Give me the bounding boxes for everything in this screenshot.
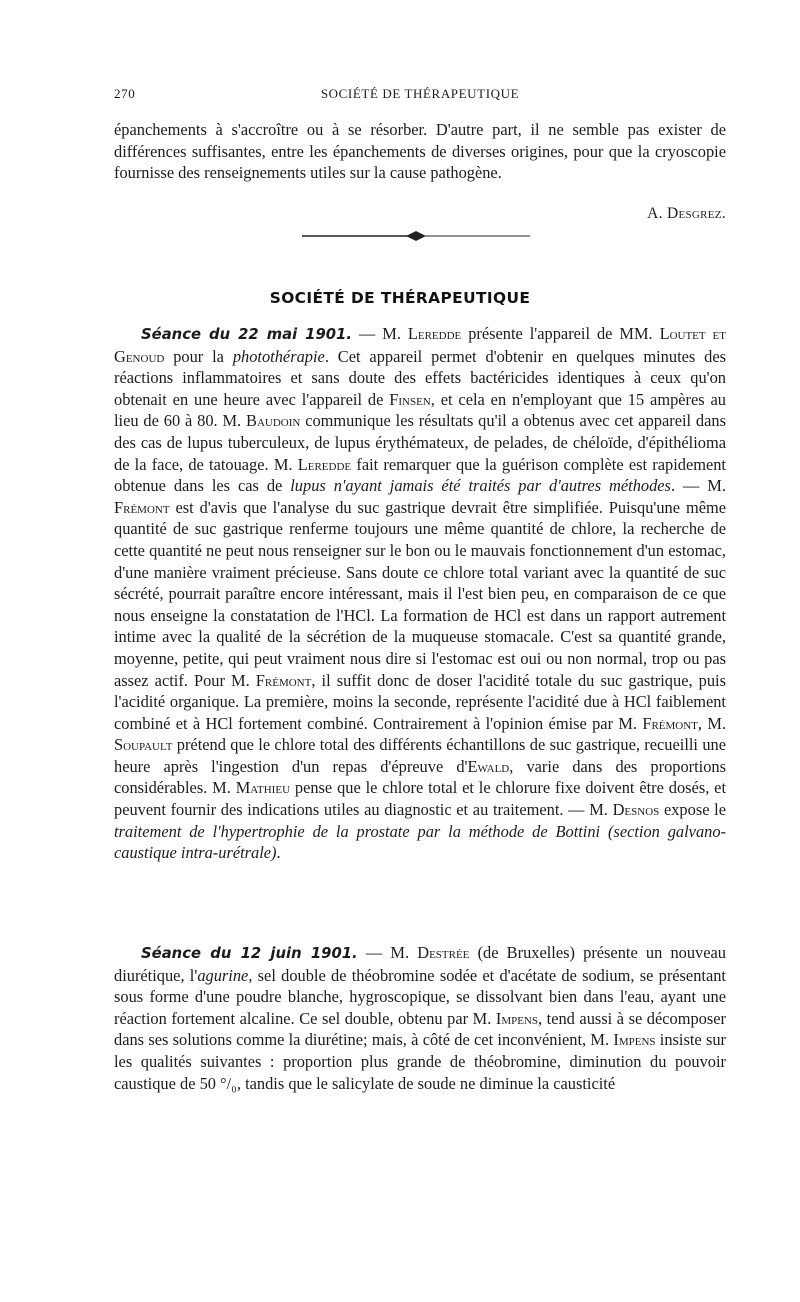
author-name: Mathieu: [235, 778, 291, 798]
author-name: Loutet et Genoud: [114, 324, 726, 366]
text-run: pour la: [164, 346, 233, 366]
author-name: Destrée: [417, 943, 470, 962]
author-name: Leredde: [407, 324, 462, 343]
author-name: Frémont: [255, 670, 312, 690]
text-run: pense que le chlore total et le chlorure fixe doivent être dosés, et peuvent fournir des indications utiles au diagnostic et au traitement. — M.: [114, 778, 726, 820]
text-run: expose le: [659, 800, 726, 820]
text-run: — M.: [357, 943, 418, 962]
text-run: , tend aussi à se décomposer dans ses solutions comme la diurétine; mais, à côté de cet inconvénient, M.: [114, 1008, 726, 1050]
text-run: . Cet appareil permet d'obtenir en quelques minutes des réactions inflammatoires et sans doute des effets bactéricides identiques à ceux qu'on obtenait en une heure avec l'appareil de: [114, 346, 726, 409]
text-run: est d'avis que l'analyse du suc gastrique devrait être simplifiée. Puisqu'une même quantité de suc gastrique renferme toujours une même quantité de chlore, la recherche de cette quantité ne peut nous renseigner sur le bon ou le mauvais fonctionnement d'un estomac, d'une manière vraiment précieuse. Sans doute ce chlore total variant avec la quantité de suc sécrété, pourrait paraître encore intéressant, mais il l'est bien peu, en comparaison de ce que nous enseigne la constatation de l'HCl. La formation de HCl est dans un rapport autrement intime avec la qualité de la sécrétion de la muqueuse stomacale. C'est sa quantité grande, moyenne, petite, qui peut vraiment nous dire si l'estomac est oui ou non normal, trop ou pas assez actif. Pour M.: [114, 497, 726, 690]
running-header: [114, 86, 726, 108]
seance-paragraph-1: [114, 323, 726, 864]
section-divider-ornament: [302, 229, 530, 243]
text-run: (de Bruxelles) présente un nouveau diurétique, l': [114, 943, 726, 985]
text-run: , il suffit donc de doser l'acidité totale du suc gastrique, puis l'acidité organique. La première, moins la seconde, représente l'acidité due à HCl faiblement combiné et à HCl fortement combiné. Contrairement à l'opinion émise par M.: [114, 670, 726, 733]
author-name: Impens: [495, 1008, 538, 1028]
author-name: Leredde: [297, 454, 352, 474]
section-title: SOCIÉTÉ DE THÉRAPEUTIQUE: [269, 289, 531, 307]
author-name: Finsen: [389, 389, 431, 409]
author-name: Soupault: [114, 735, 173, 755]
text-run: .: [276, 843, 281, 863]
author-name: Baudoin: [246, 411, 301, 431]
author-name: Impens: [613, 1030, 656, 1050]
seance-date-label: Séance du 22 mai 1901.: [141, 326, 352, 343]
author-name: Desnos: [612, 800, 660, 820]
italic-term: traitement de l'hypertrophie de la prostate par la méthode de Bottini (section galvano-caustique intra-urétrale): [114, 821, 726, 863]
running-title: SOCIÉTÉ DE THÉRAPEUTIQUE: [320, 86, 520, 101]
text-run: communique les résultats qu'il a obtenus avec cet appareil dans des cas de lupus tuberculeux, de lupus érythémateux, de pelades, de chéloïde, d'épithélioma de la face, de tatouage. M.: [114, 411, 726, 474]
author-name: Ewald: [467, 756, 510, 776]
italic-term: agurine: [197, 965, 249, 985]
author-name: Frémont: [114, 497, 170, 517]
seance-paragraph-2: [114, 942, 726, 1094]
italic-term: lupus n'ayant jamais été traités par d'autres méthodes: [290, 476, 671, 496]
text-run: , sel double de théobromine sodée et d'acétate de sodium, se présentant sous forme d'une poudre blanche, hygroscopique, se dissolvant bien dans l'eau, ayant une réaction fortement alcaline. Ce sel double, obtenu par M.: [114, 965, 726, 1028]
text-run: — M.: [351, 324, 408, 343]
author-signature: A. Desgrez.: [647, 205, 726, 222]
text-run: , varie dans des proportions considérables. M.: [114, 756, 726, 798]
text-run: insiste sur les qualités suivantes : proportion plus grande de théobromine, diminution du pouvoir caustique de 50 °/₀, tandis que le salicylate de soude ne diminue la causticité: [114, 1030, 726, 1093]
page-number: 270: [114, 86, 136, 101]
seance-date-label: Séance du 12 juin 1901.: [141, 945, 358, 962]
text-run: , et cela en n'employant que 15 ampères au lieu de 60 à 80. M.: [114, 389, 726, 431]
text-run: fait remarquer que la guérison complète est rapidement obtenue dans les cas de: [114, 454, 726, 496]
author-name: Frémont: [642, 713, 698, 733]
italic-term: photothérapie: [232, 346, 325, 366]
text-run: prétend que le chlore total des différents échantillons de suc gastrique, recueilli une heure après l'ingestion d'un repas d'épreuve d': [114, 735, 726, 776]
intro-paragraph: [114, 119, 726, 184]
text-run: . — M.: [670, 476, 726, 496]
text-run: , M.: [697, 713, 726, 733]
intro-text: épanchements à s'accroître ou à se résorber. D'autre part, il ne semble pas exister de différences suffisantes, entre les épanchements de diverses origines, pour que la cryoscopie fournisse des renseignements utiles sur la cause pathogène.: [114, 120, 726, 183]
text-run: présente l'appareil de MM.: [461, 324, 660, 343]
